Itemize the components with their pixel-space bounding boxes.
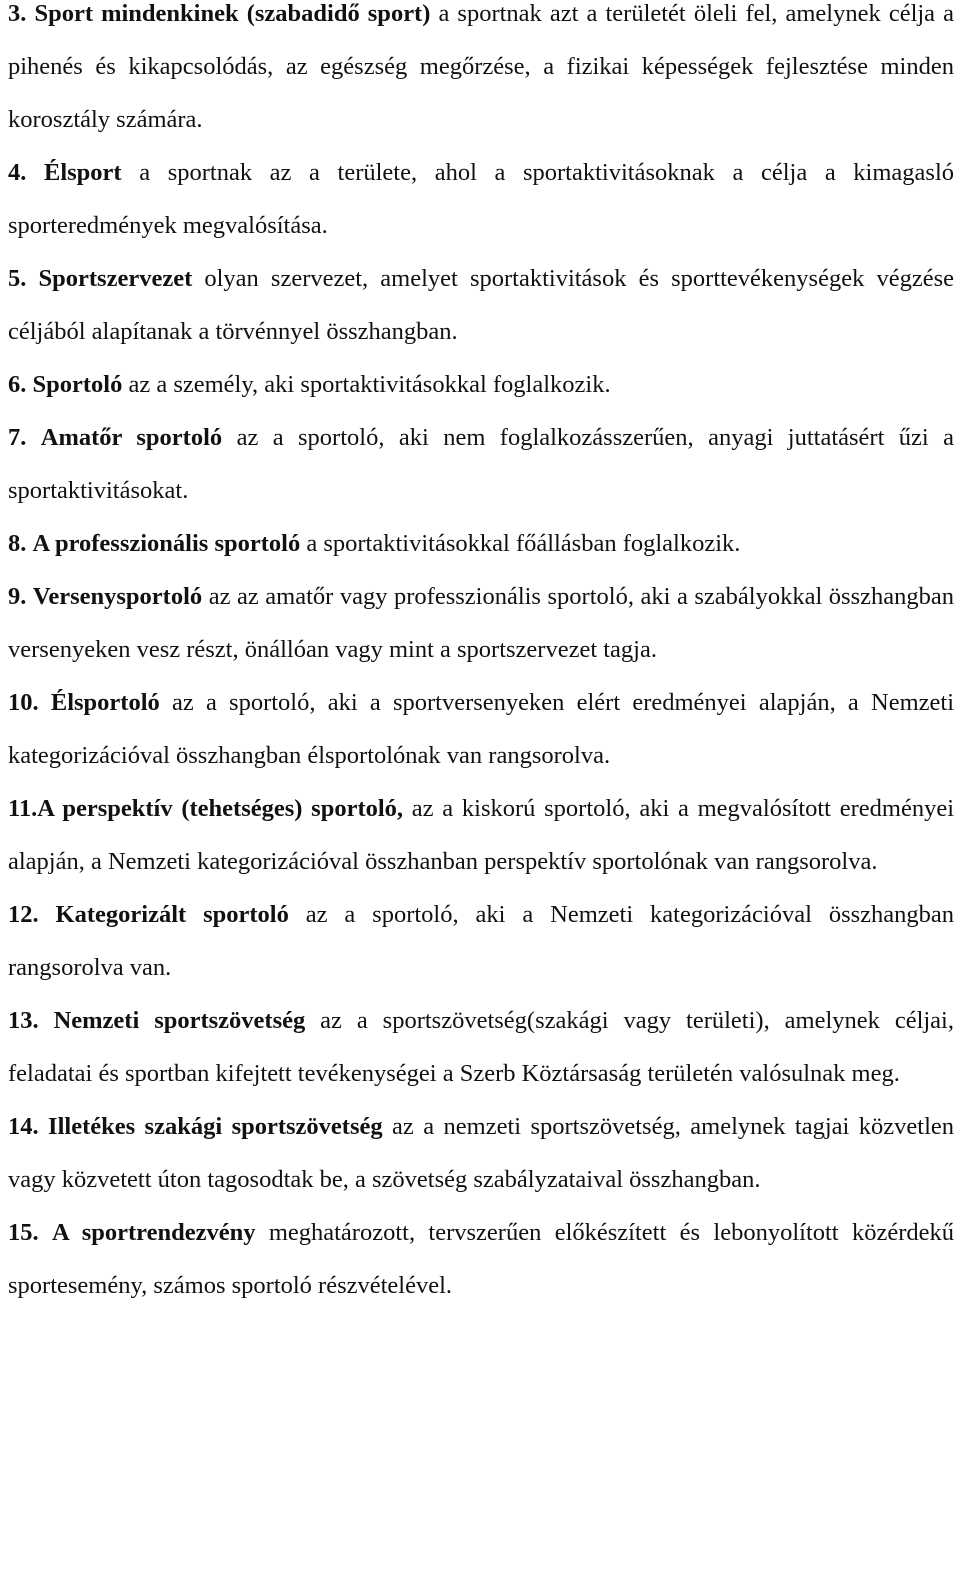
item-number: 4. — [8, 159, 27, 186]
item-term: A sportrendezvény — [52, 1219, 256, 1246]
item-term: Amatőr sportoló — [40, 424, 223, 451]
definition-item-9 — [8, 570, 954, 676]
item-number: 8. — [8, 530, 27, 557]
definition-item-4 — [8, 146, 954, 252]
item-number: 9. — [8, 583, 27, 610]
item-definition: az a személy, aki sportaktivitásokkal foglalkozik. — [122, 371, 611, 398]
item-definition: olyan szervezet, amelyet sportaktivitások és sporttevékenységek végzése céljából alapítanak a törvénnyel összhangban. — [8, 265, 954, 345]
definition-item-14 — [8, 1100, 954, 1206]
definition-item-10 — [8, 676, 954, 782]
definition-item-5 — [8, 252, 954, 358]
item-term: Sportoló — [32, 371, 123, 398]
item-number: 10. — [8, 689, 39, 716]
definition-item-7 — [8, 411, 954, 517]
definition-item-11 — [8, 782, 954, 888]
definition-item-15 — [8, 1206, 954, 1312]
item-number: 5. — [8, 265, 27, 292]
item-number: 3. — [8, 0, 27, 27]
item-definition: az a sportoló, aki nem foglalkozásszerűen, anyagi juttatásért űzi a sportaktivitásokat. — [8, 424, 955, 504]
item-number: 12. — [8, 901, 39, 928]
document-page — [8, 0, 954, 1312]
definition-item-8 — [8, 517, 954, 570]
item-definition: az az amatőr vagy professzionális sportoló, aki a szabályokkal összhangban versenyeken vesz részt, önállóan vagy mint a sportszervezet tagja. — [8, 583, 954, 663]
item-definition: az a nemzeti sportszövetség, amelynek tagjai közvetlen vagy közvetett úton tagosodtak be, a szövetség szabályzataival összhangban. — [8, 1113, 954, 1193]
item-term: Sportszervezet — [38, 265, 193, 292]
item-definition: a sportaktivitásokkal főállásban foglalkozik. — [300, 530, 741, 557]
item-number: 11. — [8, 795, 38, 822]
definition-item-12 — [8, 888, 954, 994]
item-term: Nemzeti sportszövetség — [53, 1007, 306, 1034]
item-term: Kategorizált sportoló — [55, 901, 289, 928]
item-definition: meghatározott, tervszerűen előkészített és lebonyolított közérdekű sportesemény, számos sportoló részvételével. — [8, 1219, 955, 1299]
item-definition: a sportnak az a területe, ahol a sportaktivitásoknak a célja a kimagasló sporteredmények megvalósítása. — [8, 159, 955, 239]
item-number: 7. — [8, 424, 27, 451]
item-definition: az a kiskorú sportoló, aki a megvalósított eredményei alapján, a Nemzeti kategorizációval összhanban perspektív sportolónak van rangsorolva. — [8, 795, 954, 875]
item-number: 15. — [8, 1219, 39, 1246]
item-definition: az a sportoló, aki a Nemzeti kategorizációval összhangban rangsorolva van. — [8, 901, 955, 981]
item-number: 13. — [8, 1007, 39, 1034]
item-term: Illetékes szakági sportszövetség — [48, 1113, 383, 1140]
item-term: A perspektív (tehetséges) sportoló, — [37, 795, 404, 822]
item-number: 6. — [8, 371, 27, 398]
item-definition: a sportnak azt a területét öleli fel, amelynek célja a pihenés és kikapcsolódás, az egészség megőrzése, a fizikai képességek fejlesztése minden korosztály számára. — [8, 0, 955, 133]
item-term: Sport mindenkinek (szabadidő sport) — [34, 0, 431, 27]
definition-item-6 — [8, 358, 954, 411]
item-number: 14. — [8, 1113, 39, 1140]
item-definition: az a sportszövetség(szakági vagy területi), amelynek céljai, feladatai és sportban kifejtett tevékenységei a Szerb Köztársaság területén valósulnak meg. — [8, 1007, 954, 1087]
item-term: Élsportoló — [50, 689, 160, 716]
item-term: A professzionális sportoló — [32, 530, 301, 557]
item-definition: az a sportoló, aki a sportversenyeken elért eredményei alapján, a Nemzeti kategorizációval összhangban élsportolónak van rangsorolva. — [8, 689, 954, 769]
item-term: Versenysportoló — [32, 583, 203, 610]
item-term: Élsport — [44, 159, 122, 186]
definition-item-3 — [8, 0, 954, 146]
definition-item-13 — [8, 994, 954, 1100]
